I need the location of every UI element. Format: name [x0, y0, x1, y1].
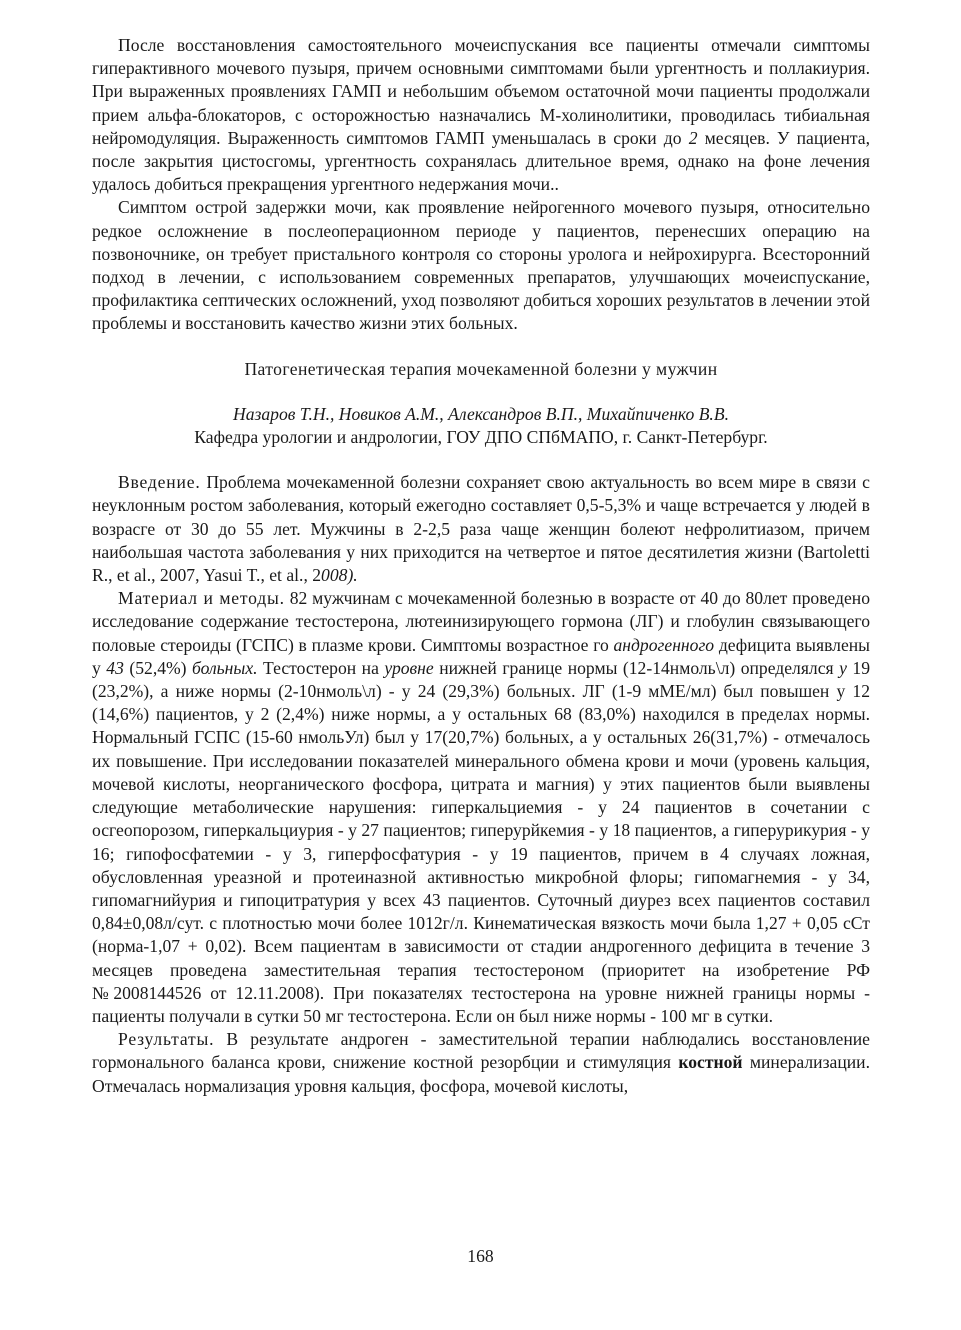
section-lead-methods: Материал и методы.	[118, 588, 285, 609]
paragraph-introduction: Введение. Проблема мочекаменной болезни сохраняет свою актуальность во всем мире в связи с неуклонным ростом заболевания, который ежегодно составляет 0,5-5,3% и чаще встречается у людей в возрасге от 30 до 55 лет. Мужчины в 2-2,5 раза чаще женщин болеют нефролитиазом, причем наибольшая частота заболевания у них приходится на четвертое и пятое десятилетия жизни (Bartoletti R., et al., 2007, Yasui T., et al., 2008).	[92, 472, 870, 586]
section-lead-introduction: Введение.	[118, 472, 201, 493]
article-affiliation: Кафедра урологии и андрологии, ГОУ ДПО СПбМАПО, г. Санкт-Петербург.	[194, 427, 768, 448]
document-page	[92, 34, 870, 1098]
page-number: 168	[467, 1246, 494, 1266]
paragraph-conclusion: Симптом острой задержки мочи, как проявление нейрогенного мочевого пузыря, относительно редкое осложнение в послеоперационном периоде у пациентов, перенесших операцию на позвоночнике, он требует пристального контроля со стороны уролога и нейрохирурга. Всесторонний подход в лечении, с использованием современных препаратов, улучшающих мочеиспускание, профилактика септических осложнений, уход позволяют добиться хороших результатов в лечении этой проблемы и восстановить качество жизни этих больных.	[92, 197, 870, 334]
paragraph-results: Результаты. В результате андроген - заместительной терапии наблюдались восстановление гормонального баланса крови, снижение костной резорбции и стимуляция костной минерализации. Отмечалась нормализация уровня кальция, фосфора, мочевой кислоты,	[92, 1029, 870, 1096]
article-authors: Назаров Т.Н., Новиков А.М., Александров В.П., Михайпиченко В.В.	[233, 403, 729, 424]
section-lead-results: Результаты.	[118, 1029, 215, 1050]
paragraph-methods: Материал и методы. 82 мужчинам с мочекаменной болезнью в возрасте от 40 до 80лет проведено исследование содержание тестостерона, лютеинизирующего гормона (ЛГ) и глобулин связывающего половые стероиды (ГСПС) в плазме крови. Симптомы возрастное го андрогенного дефицита выявлены у 43 (52,4%) больных. Тестостерон на уровне нижней границе нормы (12-14нмоль\л) определялся у 19 (23,2%), а ниже нормы (2-10нмоль\л) - у 24 (29,3%) больных. ЛГ (1-9 мМЕ/мл) был повышен у 12 (14,6%) пациентов, у 2 (2,4%) ниже нормы, а у остальных 68 (83,0%) находился в пределах нормы. Нормальный ГСПС (15-60 нмольУл) был у 17(20,7%) больных, а у остальных 26(31,7%) - отмечалось их повышение. При исследовании показателей минерального обмена крови и мочи (уровень кальция, мочевой кислоты, неорганического фосфора, цитрата и магния) у этих пациентов были выявлены следующие метаболические нарушения: гиперкальциемия - у 24 пациентов в сочетании с осгеопорозом, гиперкальциурия - у 27 пациентов; гиперурйкемия - у 18 пациентов, а гиперурикурия - у 16; гипофосфатемии - у 3, гиперфосфатурия - у 19 пациентов, причем в 4 случаях ложная, обусловленная уреазной и протеиназной активностью микробной флоры; гипомагнемия - у 34, гипомагнийурия и гипоцитратурия у всех 43 пациентов. Суточный диурез всех пациентов составил 0,84±0,08л/сут. с плотностью мочи более 1012г/л. Кинематическая вязкость мочи была 1,27 + 0,05 сСт (норма-1,07 + 0,02). Всем пациентам в зависимости от стадии андрогенного дефицита в течение 3 месяцев проведена заместительная терапия тестостероном (приоритет на изобретение РФ №2008144526 от 12.11.2008). При показателях тестостерона на уровне нижней границы нормы - пациенты получали в сутки 50 мг тестостерона. Если он был ниже нормы - 100 мг в сутки.	[92, 588, 871, 1026]
paragraph-symptoms: После восстановления самостоятельного мочеиспускания все пациенты отмечали симптомы гиперактивного мочевого пузыря, причем основными симптомами были ургентность и поллакиурия. При выраженных проявлениях ГАМП и небольшим объемом остаточной мочи пациенты продолжали прием альфа-блокаторов, с осторожностью назначались М-холинолитики, проводилась тибиальная нейромодуляция. Выраженность симптомов ГАМП уменьшалась в сроки до 2 месяцев. У пациента, после закрытия цистосгомы, ургентность сохранялась длительное время, однако на фоне лечения удалось добиться прекращения ургентного недержания мочи..	[92, 35, 871, 195]
article-title: Патогенетическая терапия мочекаменной болезни у мужчин	[244, 358, 718, 379]
